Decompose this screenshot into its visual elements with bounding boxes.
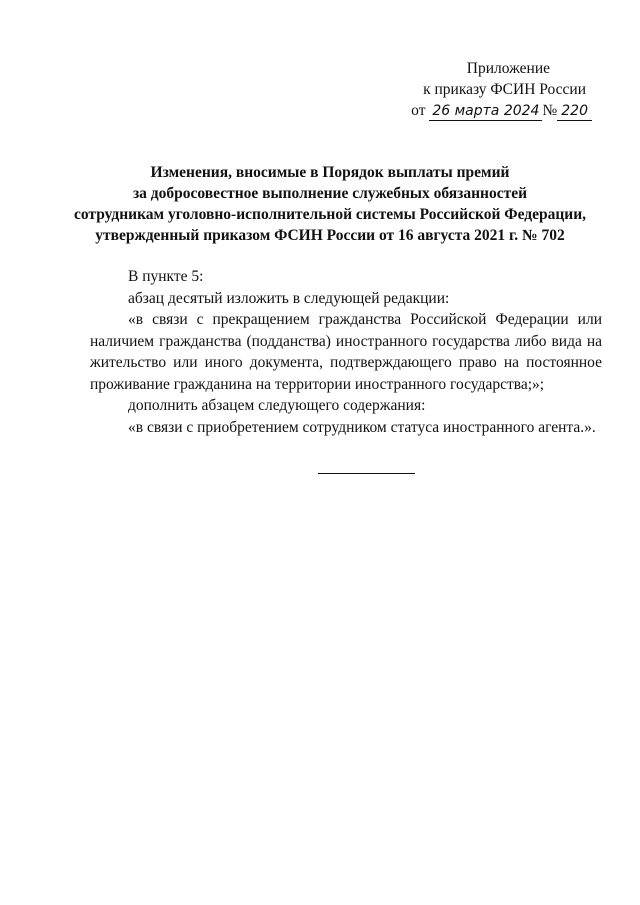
- appendix-header: [411, 58, 592, 121]
- document-body: [90, 266, 602, 438]
- appendix-order-reference: к приказу ФСИН России: [423, 81, 586, 98]
- title-line: сотрудникам уголовно-исполнительной системы Российской Федерации,: [73, 206, 586, 223]
- appendix-date-line: [411, 100, 592, 121]
- document-title: [60, 162, 600, 246]
- paragraph-instruction-2: дополнить абзацем следующего содержания:: [128, 397, 426, 414]
- title-line: за добросовестное выполнение служебных обязанностей: [132, 185, 528, 202]
- handwritten-date: 26 марта 2024: [429, 103, 542, 121]
- appendix-label: Приложение: [466, 60, 550, 77]
- title-line: Изменения, вносимые в Порядок выплаты премий: [150, 164, 510, 181]
- paragraph-instruction-1: абзац десятый изложить в следующей редакции:: [128, 289, 450, 307]
- handwritten-number: 220: [557, 103, 592, 121]
- separator-line: [318, 473, 415, 474]
- title-line: утвержденный приказом ФСИН России от 16 августа 2021 г. № 702: [95, 227, 565, 244]
- paragraph-quote-1: «в связи с прекращением гражданства Российской Федерации или наличием гражданства (подданства) иностранного государства либо вида на жительство или иного документа, подтверждающего право на постоянное проживание гражданина на территории иностранного государства;»;: [90, 311, 602, 393]
- paragraph-point-5: В пункте 5:: [128, 268, 204, 285]
- paragraph-quote-2: «в связи с приобретением сотрудником статуса иностранного агента.».: [128, 418, 596, 436]
- date-prefix: от: [411, 102, 426, 119]
- number-prefix: №: [542, 102, 558, 119]
